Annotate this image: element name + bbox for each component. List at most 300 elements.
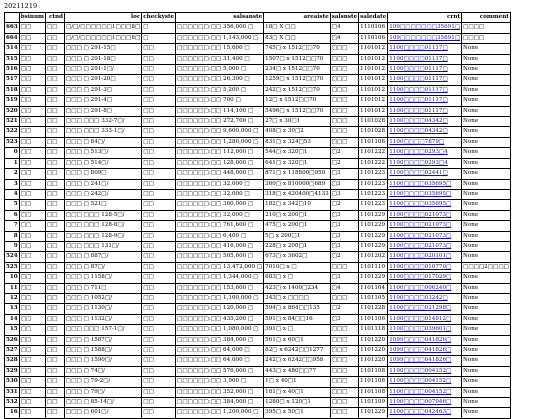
cell-saledate: 1101229: [359, 210, 388, 220]
cell-comment: □□□□: [462, 23, 511, 33]
cell-checkyste: □□: [142, 398, 176, 408]
cell-ctnd: □□: [45, 23, 64, 33]
cell-salsnste: □□□: [330, 356, 358, 366]
cell-salsnste: □3: [330, 273, 358, 283]
cell-crnt[interactable]: 1100□□□□039601□: [388, 325, 462, 335]
cell-comment: None: [462, 346, 511, 356]
cell-bsinum: □□: [19, 366, 45, 376]
cell-crnt[interactable]: 1100□□□□021073□: [388, 231, 462, 241]
cell-saledate: 1101220: [359, 335, 388, 345]
cell-comment: None: [462, 252, 511, 262]
cell-checkyste: □□: [142, 96, 176, 106]
row-index: 532: [5, 398, 20, 408]
cell-salsanste: □□□□□□:□□ 5,200 □: [176, 85, 264, 95]
cell-salsanste: □□□□□□:□□ 153,600 □: [176, 283, 264, 293]
cell-bsinum: □□: [19, 387, 45, 397]
table-row: [5, 314, 511, 324]
cell-ctnd: □□: [45, 314, 64, 324]
cell-checkyste: □□: [142, 54, 176, 64]
row-index: 663: [5, 23, 20, 33]
cell-comment: None: [462, 210, 511, 220]
cell-crnt[interactable]: 1100□□□□004152□: [388, 387, 462, 397]
row-index: 515: [5, 54, 20, 64]
cell-salsanste: □□□□□□:□□ 1,080,000 □: [176, 325, 264, 335]
cell-salsanste: □□□□□□:□□ 416,000 □: [176, 241, 264, 251]
row-index: 12: [5, 293, 20, 303]
cell-checkyste: □□: [142, 200, 176, 210]
cell-areaiste: 12□ x 1512□□70: [264, 96, 331, 106]
cell-salsanste: □□□□□□:□□ 120,000 □: [176, 304, 264, 314]
row-index: 518: [5, 85, 20, 95]
cell-salsanste: □□□□□□:□□ 352,000 □: [176, 387, 264, 397]
cell-checkyste: □□: [142, 356, 176, 366]
cell-loc: □□□ □ 809□: [64, 169, 141, 179]
cell-checkyste: □□: [142, 293, 176, 303]
cell-bsinum: □□: [19, 356, 45, 366]
cell-crnt[interactable]: 1100□□□□04342□: [388, 117, 462, 127]
cell-salsnste: □2: [330, 158, 358, 168]
cell-salsanste: □□□□□□:□□ 761,600 □: [176, 221, 264, 231]
cell-ctnd: □□: [45, 304, 64, 314]
cell-comment: None: [462, 377, 511, 387]
cell-salsanste: □□□□□□:□□ 700 □: [176, 96, 264, 106]
header-salsanste[interactable]: salsanste: [176, 13, 264, 23]
cell-ctnd: □□: [45, 366, 64, 376]
cell-salsanste: □□□□□□:□□ 112,000 □: [176, 148, 264, 158]
header-crnt[interactable]: crnt: [388, 13, 462, 23]
cell-loc: □□□ □ 1132□/: [64, 314, 141, 324]
cell-saledate: 1101012: [359, 106, 388, 116]
cell-comment: None: [462, 314, 511, 324]
cell-ctnd: □□: [45, 33, 64, 43]
cell-ctnd: □□: [45, 158, 64, 168]
cell-comment: None: [462, 293, 511, 303]
cell-ctnd: □□: [45, 231, 64, 241]
cell-checkyste: □□: [142, 231, 176, 241]
header-comment[interactable]: comment: [462, 13, 511, 23]
cell-crnt[interactable]: 1100□□□□014912□: [388, 314, 462, 324]
cell-crnt[interactable]: 1100□□□□010770□: [388, 262, 462, 272]
cell-crnt[interactable]: 1100□□□□004152□: [388, 366, 462, 376]
cell-crnt[interactable]: 1100□□□□004152□: [388, 377, 462, 387]
cell-saledate: 1101109: [359, 398, 388, 408]
cell-crnt[interactable]: 1100□□□□01117□: [388, 65, 462, 75]
cell-crnt[interactable]: 1099□□□□041826□: [388, 356, 462, 366]
cell-areaiste: 182□ x 342□10: [264, 200, 331, 210]
cell-checkyste: □□: [142, 304, 176, 314]
cell-salsnste: □2: [330, 252, 358, 262]
cell-comment: None: [462, 117, 511, 127]
cell-loc: □□□ □ 514□/: [64, 158, 141, 168]
row-index: 4: [5, 189, 20, 199]
header-saledate[interactable]: saledate: [359, 13, 388, 23]
cell-comment: None: [462, 106, 511, 116]
table-row: [5, 221, 511, 231]
header-bsinum[interactable]: bsinum: [19, 13, 45, 23]
cell-ctnd: □□: [45, 85, 64, 95]
cell-checkyste: □□: [142, 127, 176, 137]
cell-areaiste: 360□ x 810000□689: [264, 179, 331, 189]
cell-ctnd: □□: [45, 335, 64, 345]
table-row: [5, 189, 511, 199]
cell-loc: □□□ □ 521□: [64, 200, 141, 210]
cell-loc: □□□ □□□ 131□/: [64, 241, 141, 251]
row-index: 521: [5, 117, 20, 127]
row-index: 527: [5, 346, 20, 356]
cell-bsinum: □□: [19, 314, 45, 324]
cell-checkyste: □□: [142, 387, 176, 397]
row-index: 528: [5, 356, 20, 366]
table-row: [5, 54, 511, 64]
cell-salsnste: □3: [330, 231, 358, 241]
header-loc[interactable]: loc: [64, 13, 141, 23]
cell-saledate: 1101223: [359, 189, 388, 199]
cell-checkyste: □: [142, 23, 176, 33]
cell-comment: None: [462, 335, 511, 345]
cell-saledate: 1110106: [359, 23, 388, 33]
cell-areaiste: 544□ x 320□1: [264, 148, 331, 158]
cell-bsinum: □□: [19, 44, 45, 54]
cell-loc: □□□ □ 241□/: [64, 179, 141, 189]
cell-ctnd: □□: [45, 54, 64, 64]
cell-areaiste: 7010□ x □: [264, 262, 331, 272]
cell-crnt[interactable]: 1100□□□□017029□: [388, 273, 462, 283]
cell-checkyste: □□: [142, 377, 176, 387]
cell-bsinum: □□: [19, 117, 45, 127]
table-row: [5, 283, 511, 293]
table-row: [5, 75, 511, 85]
row-index: 1: [5, 158, 20, 168]
cell-loc: □□□ □ 242□/: [64, 189, 141, 199]
row-index: 531: [5, 387, 20, 397]
cell-ctnd: □□: [45, 273, 64, 283]
row-index: 514: [5, 44, 20, 54]
cell-salsanste: □□□□□□:□□ 505,600 □: [176, 252, 264, 262]
cell-crnt[interactable]: 1100□□□□021073□: [388, 210, 462, 220]
cell-loc: □/□/□□□□□□1□□□8□: [64, 33, 141, 43]
cell-salsanste: □□□□□□:□□ 13,472,000 □: [176, 262, 264, 272]
cell-salsanste: □□□□□□:□□ 1,200,000 □: [176, 408, 264, 418]
cell-crnt[interactable]: 1100□□□□04342□: [388, 127, 462, 137]
cell-areaiste: 18□ X □□: [264, 23, 331, 33]
cell-salsnste: □2: [330, 148, 358, 158]
cell-loc: □□□ □ 291-3□: [64, 85, 141, 95]
cell-salsanste: □□□□□□:□□ 114,100 □: [176, 106, 264, 116]
cell-crnt[interactable]: 1100□□□□007946□: [388, 398, 462, 408]
cell-areaiste: 391□ x □: [264, 325, 331, 335]
row-index: 517: [5, 75, 20, 85]
cell-salsanste: □□□□□□:□□ 3,900 □: [176, 377, 264, 387]
cell-comment: None: [462, 179, 511, 189]
cell-salsanste: □□□□□□:□□ 576,000 □: [176, 366, 264, 376]
cell-saledate: 1101220: [359, 356, 388, 366]
table-row: [5, 44, 511, 54]
cell-bsinum: □□: [19, 346, 45, 356]
cell-areaiste: 318□ x 420400□4133: [264, 189, 331, 199]
table-row: [5, 200, 511, 210]
header-areaiste[interactable]: areaiste: [264, 13, 331, 23]
table-row: [5, 85, 511, 95]
cell-checkyste: □□: [142, 85, 176, 95]
cell-loc: □□□ □□□ 128-5□/: [64, 210, 141, 220]
cell-ctnd: □□: [45, 398, 64, 408]
header-ctnd[interactable]: ctnd: [45, 13, 64, 23]
table-row: [5, 335, 511, 345]
table-row: [5, 262, 511, 272]
cell-loc: □□□ □ 291-18□: [64, 54, 141, 64]
cell-ctnd: □□: [45, 283, 64, 293]
cell-salsanste: □□□□□□:□□ 448,000 □: [176, 169, 264, 179]
cell-crnt[interactable]: 1100□□□□01117□: [388, 106, 462, 116]
cell-loc: □□□ □ 513□/: [64, 148, 141, 158]
cell-areaiste: 1□ x 40□1: [264, 377, 331, 387]
cell-ctnd: □□: [45, 252, 64, 262]
cell-comment: None: [462, 158, 511, 168]
table-body: [5, 23, 511, 418]
cell-saledate: 1101222: [359, 148, 388, 158]
cell-salsanste: □□□□□□:□□ 64,000 □: [176, 356, 264, 366]
cell-salsnste: □□□: [330, 366, 358, 376]
table-row: [5, 377, 511, 387]
cell-crnt[interactable]: 1100□□□□02441□: [388, 169, 462, 179]
cell-crnt[interactable]: 1100□□□□01117□: [388, 44, 462, 54]
cell-bsinum: □□: [19, 179, 45, 189]
cell-salsnste: □□□: [330, 408, 358, 418]
header-checkyste[interactable]: checkyste: [142, 13, 176, 23]
cell-crnt[interactable]: 1099□□□□041826□: [388, 335, 462, 345]
cell-crnt[interactable]: 1100□□□□035695□: [388, 200, 462, 210]
row-index: 10: [5, 273, 20, 283]
cell-salsnste: □4: [330, 33, 358, 43]
row-index: 529: [5, 366, 20, 376]
row-index: 16: [5, 408, 20, 418]
cell-crnt[interactable]: 1100□□□□035695□: [388, 189, 462, 199]
cell-saledate: 1101012: [359, 44, 388, 54]
row-index: 524: [5, 252, 20, 262]
cell-loc: □□□ □ 1587□/: [64, 335, 141, 345]
cell-loc: □/□/□□□□□□1□□□8□: [64, 23, 141, 33]
cell-areaiste: 82□ x 6242□□1277: [264, 346, 331, 356]
cell-saledate: 1101012: [359, 65, 388, 75]
row-index: 3: [5, 179, 20, 189]
cell-loc: □□□ □ 291-4□: [64, 96, 141, 106]
cell-ctnd: □□: [45, 200, 64, 210]
cell-checkyste: □□: [142, 408, 176, 418]
cell-bsinum: □□: [19, 75, 45, 85]
cell-checkyste: □□: [142, 137, 176, 147]
cell-crnt[interactable]: 1100□□□□0293□4: [388, 158, 462, 168]
cell-areaiste: 408□ x 30□2: [264, 127, 331, 137]
cell-areaiste: 210□ x 200□1: [264, 210, 331, 220]
cell-salsnste: □□□: [330, 96, 358, 106]
cell-saledate: 1101012: [359, 96, 388, 106]
cell-comment: None: [462, 398, 511, 408]
table-row: [5, 137, 511, 147]
cell-salsnste: □□□: [330, 262, 358, 272]
cell-checkyste: □□: [142, 179, 176, 189]
cell-areaiste: 228□ x 200□1: [264, 241, 331, 251]
cell-salsnste: □□□: [330, 325, 358, 335]
header-salsnste[interactable]: salsnste: [330, 13, 358, 23]
cell-comment: None: [462, 231, 511, 241]
cell-salsnste: □3: [330, 221, 358, 231]
cell-loc: □□□ □ 1052□/: [64, 293, 141, 303]
cell-comment: None: [462, 137, 511, 147]
cell-loc: □□□ □ 601□/: [64, 408, 141, 418]
row-index: 15: [5, 325, 20, 335]
cell-bsinum: □□: [19, 106, 45, 116]
cell-checkyste: □□: [142, 65, 176, 75]
cell-comment: None: [462, 54, 511, 64]
cell-checkyste: □□: [142, 106, 176, 116]
cell-comment: None: [462, 96, 511, 106]
table-row: [5, 398, 511, 408]
cell-salsanste: □□□□□□:□□ 128,000 □: [176, 158, 264, 168]
cell-bsinum: □□: [19, 158, 45, 168]
cell-comment: None: [462, 387, 511, 397]
cell-crnt[interactable]: 1100□□□□7879□: [388, 137, 462, 147]
cell-ctnd: □□: [45, 387, 64, 397]
cell-crnt[interactable]: 1100□□□□021073□: [388, 221, 462, 231]
cell-crnt[interactable]: 1100□□□□021073□: [388, 241, 462, 251]
cell-checkyste: □□: [142, 252, 176, 262]
cell-areaiste: 1259□ x 1512□□70: [264, 75, 331, 85]
cell-loc: □□□ □ 74□/: [64, 366, 141, 376]
cell-crnt[interactable]: 109□□□□□□□35691□: [388, 33, 462, 43]
cell-loc: □□□ □ 1158□/: [64, 273, 141, 283]
cell-ctnd: □□: [45, 293, 64, 303]
cell-bsinum: □□: [19, 398, 45, 408]
cell-crnt[interactable]: 1100□□□□0293□4: [388, 148, 462, 158]
cell-bsinum: □□: [19, 189, 45, 199]
cell-areaiste: 5496□ x 1512□□70: [264, 106, 331, 116]
cell-saledate: 1101223: [359, 200, 388, 210]
row-index: 0: [5, 148, 20, 158]
cell-crnt[interactable]: 109□□□□□□□35691□: [388, 23, 462, 33]
cell-bsinum: □□: [19, 137, 45, 147]
cell-crnt[interactable]: 1100□□□□01117□: [388, 85, 462, 95]
cell-loc: □□□ □ 291-8□: [64, 106, 141, 116]
table-row: [5, 252, 511, 262]
cell-salsnste: □3: [330, 314, 358, 324]
table-header-row: [5, 13, 511, 23]
cell-saledate: 1101108: [359, 137, 388, 147]
cell-crnt[interactable]: 1100□□□□01117□: [388, 75, 462, 85]
table-row: [5, 304, 511, 314]
cell-areaiste: 423□ x 1400□234: [264, 283, 331, 293]
cell-salsanste: □□□□□□:□□ 32,000 □: [176, 210, 264, 220]
cell-crnt[interactable]: 1100□□□□042463□: [388, 408, 462, 418]
cell-areaiste: 641□ x 320□1: [264, 158, 331, 168]
cell-salsanste: □□□□□□:□□ 1,344,000 □: [176, 273, 264, 283]
cell-crnt[interactable]: 1099□□□□041826□: [388, 346, 462, 356]
cell-crnt[interactable]: 1100□□□□035695□: [388, 179, 462, 189]
cell-salsanste: □□□□□□:□□ 384,000 □: [176, 398, 264, 408]
cell-salsnste: □□□: [330, 106, 358, 116]
cell-crnt[interactable]: 1100□□□□01117□: [388, 54, 462, 64]
cell-salsnste: □□□: [330, 377, 358, 387]
cell-ctnd: □□: [45, 356, 64, 366]
cell-loc: □□□ □ 711□: [64, 283, 141, 293]
cell-crnt[interactable]: 1100□□□□006240□: [388, 283, 462, 293]
cell-bsinum: □□: [19, 377, 45, 387]
cell-areaiste: 745□ x 1512□□70: [264, 44, 331, 54]
table-row: [5, 148, 511, 158]
cell-saledate: 1101028: [359, 127, 388, 137]
table-row: [5, 231, 511, 241]
cell-saledate: 1101229: [359, 408, 388, 418]
cell-salsanste: □□□□□□:□□ 31,400 □: [176, 54, 264, 64]
cell-salsanste: □□□□□□:□□ 32,000 □: [176, 189, 264, 199]
cell-ctnd: □□: [45, 241, 64, 251]
cell-ctnd: □□: [45, 210, 64, 220]
cell-salsnste: □2: [330, 200, 358, 210]
row-index: 11: [5, 283, 20, 293]
cell-salsnste: □4: [330, 283, 358, 293]
cell-salsanste: □□□□□□:□□ 5,000 □: [176, 65, 264, 75]
cell-salsanste: □□□□□□:□□ 360,000 □: [176, 200, 264, 210]
table-row: [5, 106, 511, 116]
cell-ctnd: □□: [45, 221, 64, 231]
cell-crnt[interactable]: 1100□□□□03242□: [388, 293, 462, 303]
cell-salsnste: □□□: [330, 387, 358, 397]
table-row: [5, 127, 511, 137]
cell-checkyste: □□: [142, 210, 176, 220]
cell-checkyste: □□: [142, 273, 176, 283]
cell-comment: None: [462, 325, 511, 335]
cell-checkyste: □: [142, 33, 176, 43]
row-index: 9: [5, 241, 20, 251]
cell-salsnste: □3: [330, 241, 358, 251]
cell-checkyste: □□: [142, 169, 176, 179]
cell-loc: □□□ □ 84□/: [64, 137, 141, 147]
cell-comment: None: [462, 366, 511, 376]
table-row: [5, 273, 511, 283]
cell-saledate: 1101229: [359, 273, 388, 283]
cell-crnt[interactable]: 1100□□□□01117□: [388, 96, 462, 106]
table-row: [5, 241, 511, 251]
cell-ctnd: □□: [45, 325, 64, 335]
cell-comment: None: [462, 241, 511, 251]
cell-saledate: 1101106: [359, 314, 388, 324]
cell-crnt[interactable]: 1100□□□□021298□: [388, 304, 462, 314]
cell-areaiste: 831□ x 324□53: [264, 137, 331, 147]
cell-bsinum: □□: [19, 262, 45, 272]
cell-crnt[interactable]: 1100□□□□020101□: [388, 252, 462, 262]
cell-bsinum: □□: [19, 335, 45, 345]
cell-loc: □□□ □□□ 128-9□/: [64, 231, 141, 241]
cell-saledate: 1101105: [359, 293, 388, 303]
cell-loc: □□□ □□□ 332-7□/: [64, 117, 141, 127]
row-index: 525: [5, 262, 20, 272]
cell-loc: □□□ □ 1130□/: [64, 304, 141, 314]
table-row: [5, 293, 511, 303]
cell-areaiste: 395□ x 50□1: [264, 408, 331, 418]
cell-salsnste: □3: [330, 169, 358, 179]
cell-areaiste: 242□ x 1512□□70: [264, 85, 331, 95]
cell-saledate: 1101223: [359, 169, 388, 179]
cell-salsnste: □3: [330, 179, 358, 189]
cell-ctnd: □□: [45, 346, 64, 356]
table-row: [5, 356, 511, 366]
cell-areaiste: 591□ x 84□□16: [264, 314, 331, 324]
cell-saledate: 1101229: [359, 231, 388, 241]
cell-salsnste: □□□: [330, 54, 358, 64]
cell-bsinum: □□: [19, 273, 45, 283]
cell-areaiste: 1280□ x 120□1: [264, 398, 331, 408]
cell-comment: None: [462, 44, 511, 54]
cell-bsinum: □□: [19, 33, 45, 43]
